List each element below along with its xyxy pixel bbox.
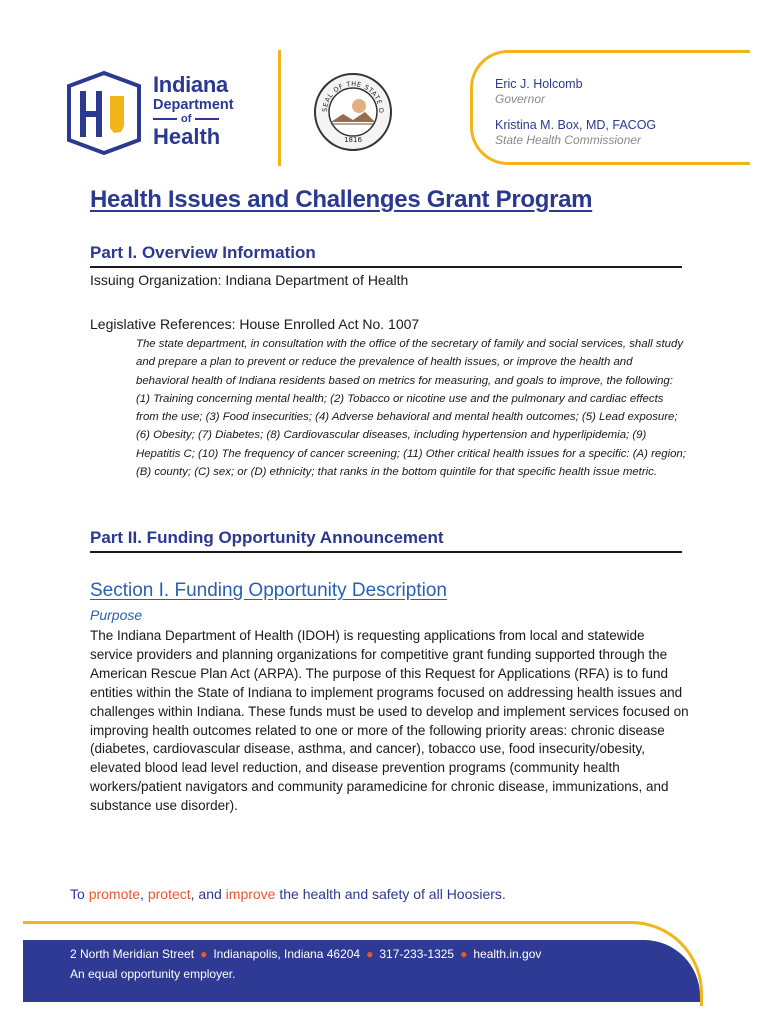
tagline-improve: improve	[225, 886, 276, 902]
issuing-organization: Issuing Organization: Indiana Department of Health	[90, 272, 409, 288]
part2-heading: Part II. Funding Opportunity Announcement	[90, 528, 682, 553]
governor-name: Eric J. Holcomb	[495, 77, 583, 91]
footer-street: 2 North Meridian Street	[70, 947, 195, 961]
officials-block	[495, 76, 656, 158]
page-title: Health Issues and Challenges Grant Program	[90, 186, 593, 213]
svg-text:1816: 1816	[344, 136, 362, 144]
footer-eoe: An equal opportunity employer.	[70, 967, 236, 981]
tagline-sep1: ,	[140, 886, 148, 902]
commissioner-role: State Health Commissioner	[495, 133, 642, 148]
tagline-protect: protect	[147, 886, 191, 902]
part1-heading: Part I. Overview Information	[90, 243, 682, 268]
logo-line-department: Department	[153, 97, 234, 113]
purpose-label: Purpose	[90, 607, 143, 623]
tagline-promote: promote	[88, 886, 141, 902]
idoh-logo-wordmark	[153, 74, 234, 148]
svg-text:SEAL OF THE STATE OF INDIANA: SEAL OF THE STATE O	[320, 79, 386, 114]
tagline-to: To	[70, 886, 89, 902]
footer-phone: 317-233-1325	[379, 947, 455, 961]
legislative-quote: The state department, in consultation with the office of the secretary of family and social services, shall study and prepare a plan to prevent or reduce the prevalence of health issues, or improve the health and behavioral health of Indiana residents based on metrics for measuring, and goals to improve, the following: (1) Training concerning mental health; (2) Tobacco or nicotine use and the pulmonary and cardiac effects from the use; (3) Food insecurities; (4) Adverse behavioral and mental health outcomes; (5) Lead exposure; (6) Obesity; (7) Diabetes; (8) Cardiovascular diseases, including hypertension and hyperlipidemia; (9) Hepatitis C; (10) The frequency of cancer screening; (11) Other critical health issues for a specific: (A) region; (B) county; (C) sex; or (D) ethnicity; that ranks in the bottom quintile for that specific health issue metric.	[136, 338, 686, 479]
footer-city: Indianapolis, Indiana 46204	[213, 947, 361, 961]
header-divider	[278, 50, 281, 166]
commissioner-name: Kristina M. Box, MD, FACOG	[495, 117, 657, 132]
tagline	[70, 886, 506, 902]
section1-heading: Section I. Funding Opportunity Description	[90, 580, 447, 601]
tagline-sep2: , and	[190, 886, 226, 902]
footer-website-link[interactable]: health.in.gov	[473, 947, 542, 961]
logo-line-of: of	[181, 112, 192, 125]
purpose-body: The Indiana Department of Health (IDOH) is requesting applications from local and statewide service providers and planning organizations for competitive grant funding supported through the American Rescue Plan Act (ARPA). The purpose of this Request for Applications (RFA) is to fund entities within the State of Indiana to implement programs focused on addressing health issues and challenges within Indiana. These funds must be used to develop and implement services focused on improving health outcomes related to one or more of the following priority areas: chronic disease (diabetes, cardiovascular disease, asthma, and cancer), tobacco use, food insecurity/obesity, elevated blood lead level reduction, and disease prevention programs (community health workers/patient navigators and community paramedicine for chronic disease, immunizations, and substance use disorder).	[90, 628, 689, 814]
governor-role: Governor	[495, 92, 546, 107]
legislative-references: Legislative References: House Enrolled Act No. 1007	[90, 316, 420, 332]
logo-line-health: Health	[153, 123, 221, 149]
idoh-logo-mark	[66, 70, 142, 156]
logo-line-indiana: Indiana	[153, 72, 228, 97]
state-seal	[313, 72, 393, 152]
tagline-rest: the health and safety of all Hoosiers.	[275, 886, 506, 902]
footer-contact-line: 2 North Meridian Street ● Indianapolis, Indiana 46204 ● 317-233-1325 ● health.in.gov	[70, 947, 542, 961]
